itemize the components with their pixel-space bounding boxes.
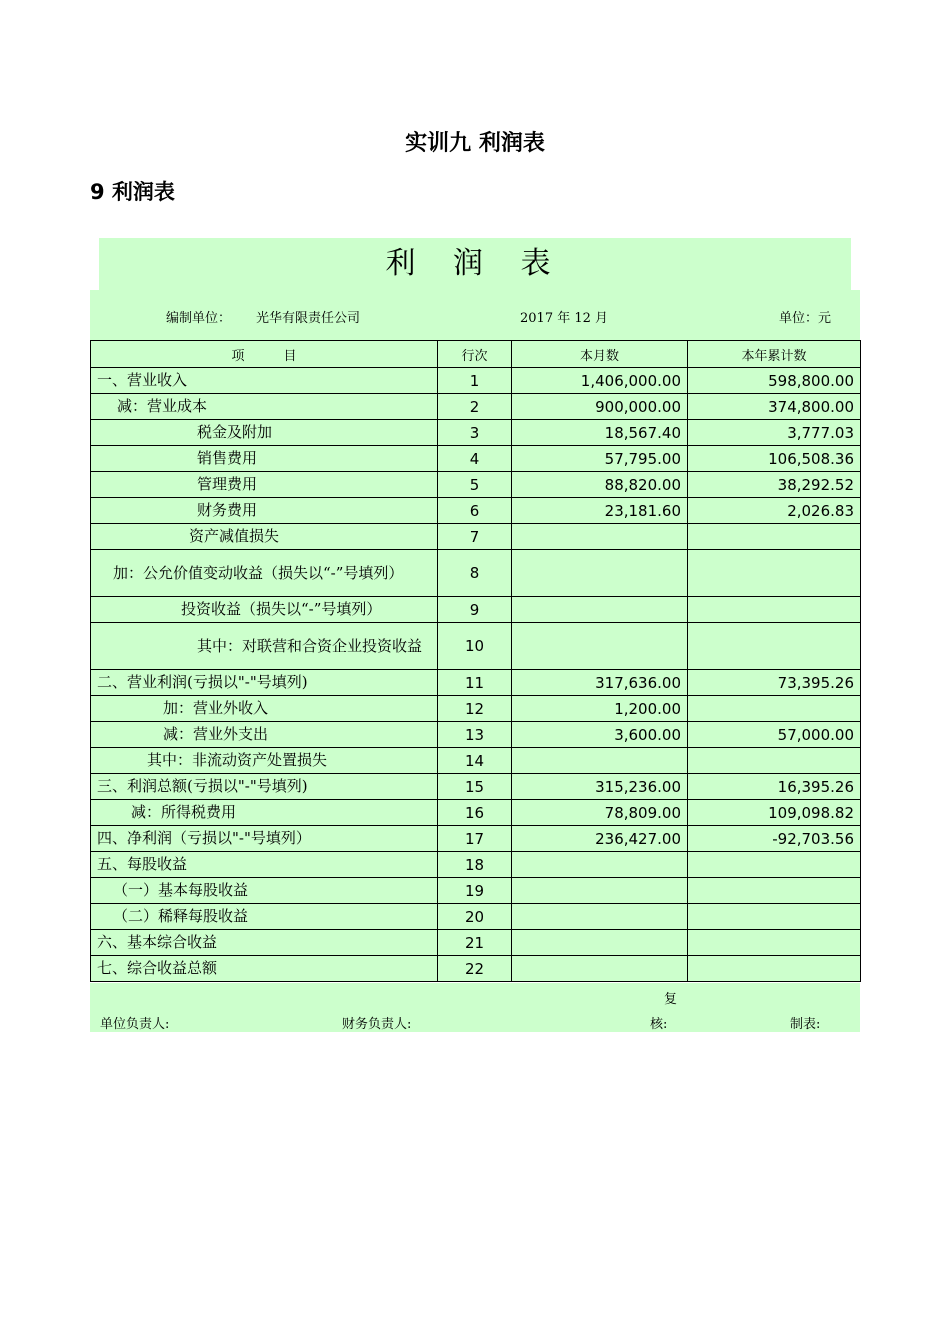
report-footer (90, 983, 860, 1032)
report-period: 2017 年 12 月 (520, 311, 609, 326)
row-year-value (688, 524, 861, 550)
row-line-no: 5 (438, 472, 512, 498)
row-month-value: 236,427.00 (512, 826, 688, 852)
row-item: 管理费用 (91, 472, 438, 498)
finance-head-label: 财务负责人: (342, 1017, 412, 1032)
row-item: 减：营业成本 (91, 394, 438, 420)
row-month-value (512, 852, 688, 878)
row-item: 减：营业外支出 (91, 722, 438, 748)
row-year-value (688, 748, 861, 774)
table-row (91, 774, 861, 800)
row-item: 财务费用 (91, 498, 438, 524)
table-row (91, 748, 861, 774)
table-row (91, 670, 861, 696)
row-year-value: 16,395.26 (688, 774, 861, 800)
row-month-value (512, 524, 688, 550)
row-line-no: 2 (438, 394, 512, 420)
row-item: 资产减值损失 (91, 524, 438, 550)
row-line-no: 21 (438, 930, 512, 956)
row-month-value: 1,406,000.00 (512, 368, 688, 394)
table-row (91, 394, 861, 420)
row-line-no: 6 (438, 498, 512, 524)
row-item: 税金及附加 (91, 420, 438, 446)
col-line-header: 行次 (438, 341, 512, 368)
income-statement-table (90, 340, 861, 982)
row-month-value: 900,000.00 (512, 394, 688, 420)
row-month-value (512, 930, 688, 956)
row-month-value: 18,567.40 (512, 420, 688, 446)
row-year-value (688, 904, 861, 930)
table-row (91, 498, 861, 524)
row-item: 一、营业收入 (91, 368, 438, 394)
row-line-no: 13 (438, 722, 512, 748)
row-year-value (688, 852, 861, 878)
unit-head-label: 单位负责人: (100, 1017, 170, 1032)
row-line-no: 18 (438, 852, 512, 878)
table-header-row (91, 341, 861, 368)
row-year-value: 109,098.82 (688, 800, 861, 826)
table-row (91, 623, 861, 670)
row-line-no: 10 (438, 623, 512, 670)
row-line-no: 1 (438, 368, 512, 394)
table-row (91, 904, 861, 930)
row-item: （二）稀释每股收益 (91, 904, 438, 930)
row-month-value: 317,636.00 (512, 670, 688, 696)
row-year-value: 2,026.83 (688, 498, 861, 524)
row-month-value (512, 550, 688, 597)
row-year-value: 598,800.00 (688, 368, 861, 394)
row-item: 五、每股收益 (91, 852, 438, 878)
row-month-value (512, 878, 688, 904)
row-item: 销售费用 (91, 446, 438, 472)
table-row (91, 420, 861, 446)
table-row (91, 878, 861, 904)
row-line-no: 22 (438, 956, 512, 982)
row-month-value: 78,809.00 (512, 800, 688, 826)
row-month-value (512, 956, 688, 982)
row-year-value (688, 930, 861, 956)
row-year-value (688, 597, 861, 623)
table-row (91, 368, 861, 394)
table-row (91, 524, 861, 550)
row-line-no: 19 (438, 878, 512, 904)
table-row (91, 852, 861, 878)
row-month-value: 23,181.60 (512, 498, 688, 524)
row-year-value: 38,292.52 (688, 472, 861, 498)
row-month-value (512, 623, 688, 670)
row-year-value: -92,703.56 (688, 826, 861, 852)
table-row (91, 696, 861, 722)
report-meta (90, 290, 860, 340)
row-year-value (688, 696, 861, 722)
row-line-no: 20 (438, 904, 512, 930)
row-month-value (512, 904, 688, 930)
report-title: 利 润 表 (99, 238, 851, 290)
row-line-no: 17 (438, 826, 512, 852)
row-month-value (512, 597, 688, 623)
preparer-label: 制表: (790, 1017, 821, 1032)
currency-unit: 单位：元 (779, 311, 832, 326)
row-line-no: 9 (438, 597, 512, 623)
table-row (91, 956, 861, 982)
row-item: 二、营业利润(亏损以"-"号填列) (91, 670, 438, 696)
row-line-no: 4 (438, 446, 512, 472)
row-year-value (688, 956, 861, 982)
row-line-no: 11 (438, 670, 512, 696)
row-month-value: 315,236.00 (512, 774, 688, 800)
table-row (91, 597, 861, 623)
row-year-value (688, 623, 861, 670)
row-item: 其中：对联营和合资企业投资收益 (91, 623, 438, 670)
row-item: 六、基本综合收益 (91, 930, 438, 956)
row-line-no: 8 (438, 550, 512, 597)
row-item: 加：公允价值变动收益（损失以“-”号填列） (91, 550, 438, 597)
row-year-value: 73,395.26 (688, 670, 861, 696)
row-year-value: 57,000.00 (688, 722, 861, 748)
row-year-value: 374,800.00 (688, 394, 861, 420)
row-line-no: 12 (438, 696, 512, 722)
document-title: 实训九 利润表 (405, 131, 545, 156)
section-title: 9 利润表 (90, 180, 175, 204)
row-year-value (688, 878, 861, 904)
row-item: 减：所得税费用 (91, 800, 438, 826)
reviewer-label-bottom: 核: (650, 1017, 668, 1032)
col-item-header: 项 目 (91, 341, 438, 368)
table-row (91, 826, 861, 852)
row-item: 三、利润总额(亏损以"-"号填列) (91, 774, 438, 800)
col-year-header: 本年累计数 (688, 341, 861, 368)
table-row (91, 800, 861, 826)
row-line-no: 15 (438, 774, 512, 800)
row-line-no: 3 (438, 420, 512, 446)
row-item: （一）基本每股收益 (91, 878, 438, 904)
row-year-value: 106,508.36 (688, 446, 861, 472)
table-row (91, 722, 861, 748)
row-item: 四、净利润（亏损以"-"号填列） (91, 826, 438, 852)
row-item: 七、综合收益总额 (91, 956, 438, 982)
row-month-value: 1,200.00 (512, 696, 688, 722)
row-item: 投资收益（损失以“-”号填列） (91, 597, 438, 623)
table-row (91, 446, 861, 472)
col-month-header: 本月数 (512, 341, 688, 368)
row-line-no: 7 (438, 524, 512, 550)
row-year-value (688, 550, 861, 597)
company-name: 光华有限责任公司 (256, 311, 361, 326)
row-line-no: 16 (438, 800, 512, 826)
row-item: 其中：非流动资产处置损失 (91, 748, 438, 774)
row-item: 加：营业外收入 (91, 696, 438, 722)
row-line-no: 14 (438, 748, 512, 774)
table-row (91, 472, 861, 498)
reviewer-label-top: 复 (664, 992, 678, 1007)
row-year-value: 3,777.03 (688, 420, 861, 446)
company-label: 编制单位： (166, 311, 232, 326)
table-row (91, 930, 861, 956)
row-month-value: 57,795.00 (512, 446, 688, 472)
table-row (91, 550, 861, 597)
row-month-value (512, 748, 688, 774)
row-month-value: 3,600.00 (512, 722, 688, 748)
row-month-value: 88,820.00 (512, 472, 688, 498)
